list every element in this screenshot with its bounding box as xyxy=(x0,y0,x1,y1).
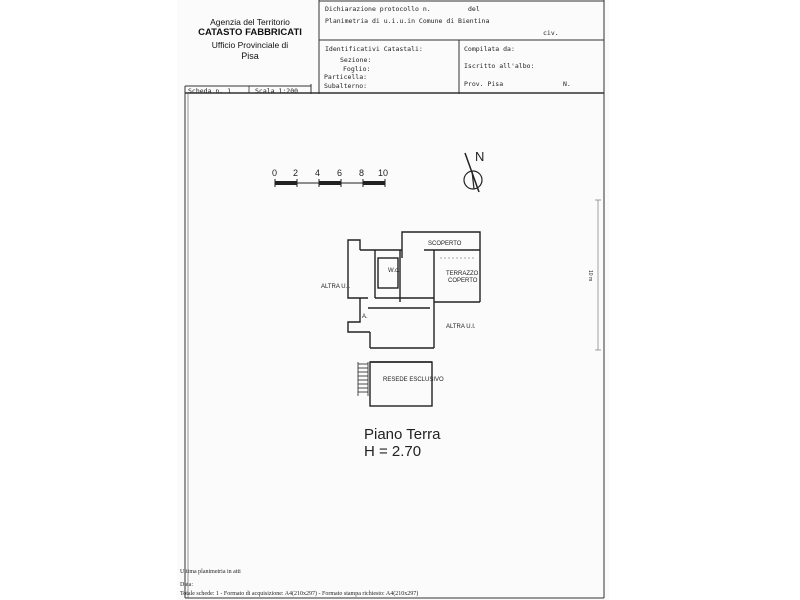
n-label: N. xyxy=(563,80,571,88)
compilata-label: Compilata da: xyxy=(464,45,515,53)
prov-label: Prov. Pisa xyxy=(464,80,504,88)
planimetria-label: Planimetria di u.i.u.in Comune di Bientina xyxy=(325,17,490,25)
scala-label: Scala 1:200 xyxy=(255,87,299,95)
scale-tick-label: 4 xyxy=(315,168,321,178)
north-label: N xyxy=(475,149,485,164)
particella-label: Particella: xyxy=(324,73,368,81)
ufficio-label: Ufficio Provinciale di xyxy=(211,40,289,50)
footer-line-2: Data: xyxy=(180,582,193,588)
sezione-label: Sezione: xyxy=(340,56,372,64)
identificativi-label: Identificativi Catastali: xyxy=(325,45,423,53)
altra-ui-right-label: ALTRA U.I. xyxy=(446,324,476,330)
foglio-label: Foglio: xyxy=(343,65,371,73)
civ-label: civ. xyxy=(543,29,559,37)
scoperto-label: SCOPERTO xyxy=(428,241,462,247)
scale-tick-label: 6 xyxy=(337,168,343,178)
scale-tick-label: 10 xyxy=(378,168,389,178)
margin-note: 10 m xyxy=(587,270,593,282)
floor-height: H = 2.70 xyxy=(364,443,422,460)
coperto-label: COPERTO xyxy=(448,278,478,284)
protocol-label: Dichiarazione protocollo n. xyxy=(325,5,431,13)
agency-name: Agenzia del Territorio xyxy=(210,17,290,27)
scale-tick-label: 2 xyxy=(293,168,299,178)
resede-label: RESEDE ESCLUSIVO xyxy=(383,377,444,383)
floor-name: Piano Terra xyxy=(364,426,441,443)
catasto-title: CATASTO FABBRICATI xyxy=(198,27,302,38)
scheda-label: Scheda n. 1 xyxy=(188,87,232,95)
terrazzo-label: TERRAZZO xyxy=(446,271,479,277)
protocol-date-label: del xyxy=(468,5,480,13)
iscritto-label: Iscritto all'albo: xyxy=(464,62,535,70)
footer-line-3: Totale schede: 1 - Formato di acquisizione: A4(210x297) - Formato stampa richiesto: A4(210x297) xyxy=(180,591,419,597)
a-label: A. xyxy=(362,314,368,320)
subalterno-label: Subalterno: xyxy=(324,82,368,90)
scale-tick-label: 0 xyxy=(272,168,278,178)
footer-line-1: Ultima planimetria in atti xyxy=(180,569,241,575)
wc-label: W.c. xyxy=(388,268,400,274)
scale-tick-label: 8 xyxy=(359,168,365,178)
province-label: Pisa xyxy=(241,51,259,61)
altra-ui-left-label: ALTRA U.I. xyxy=(321,284,351,290)
